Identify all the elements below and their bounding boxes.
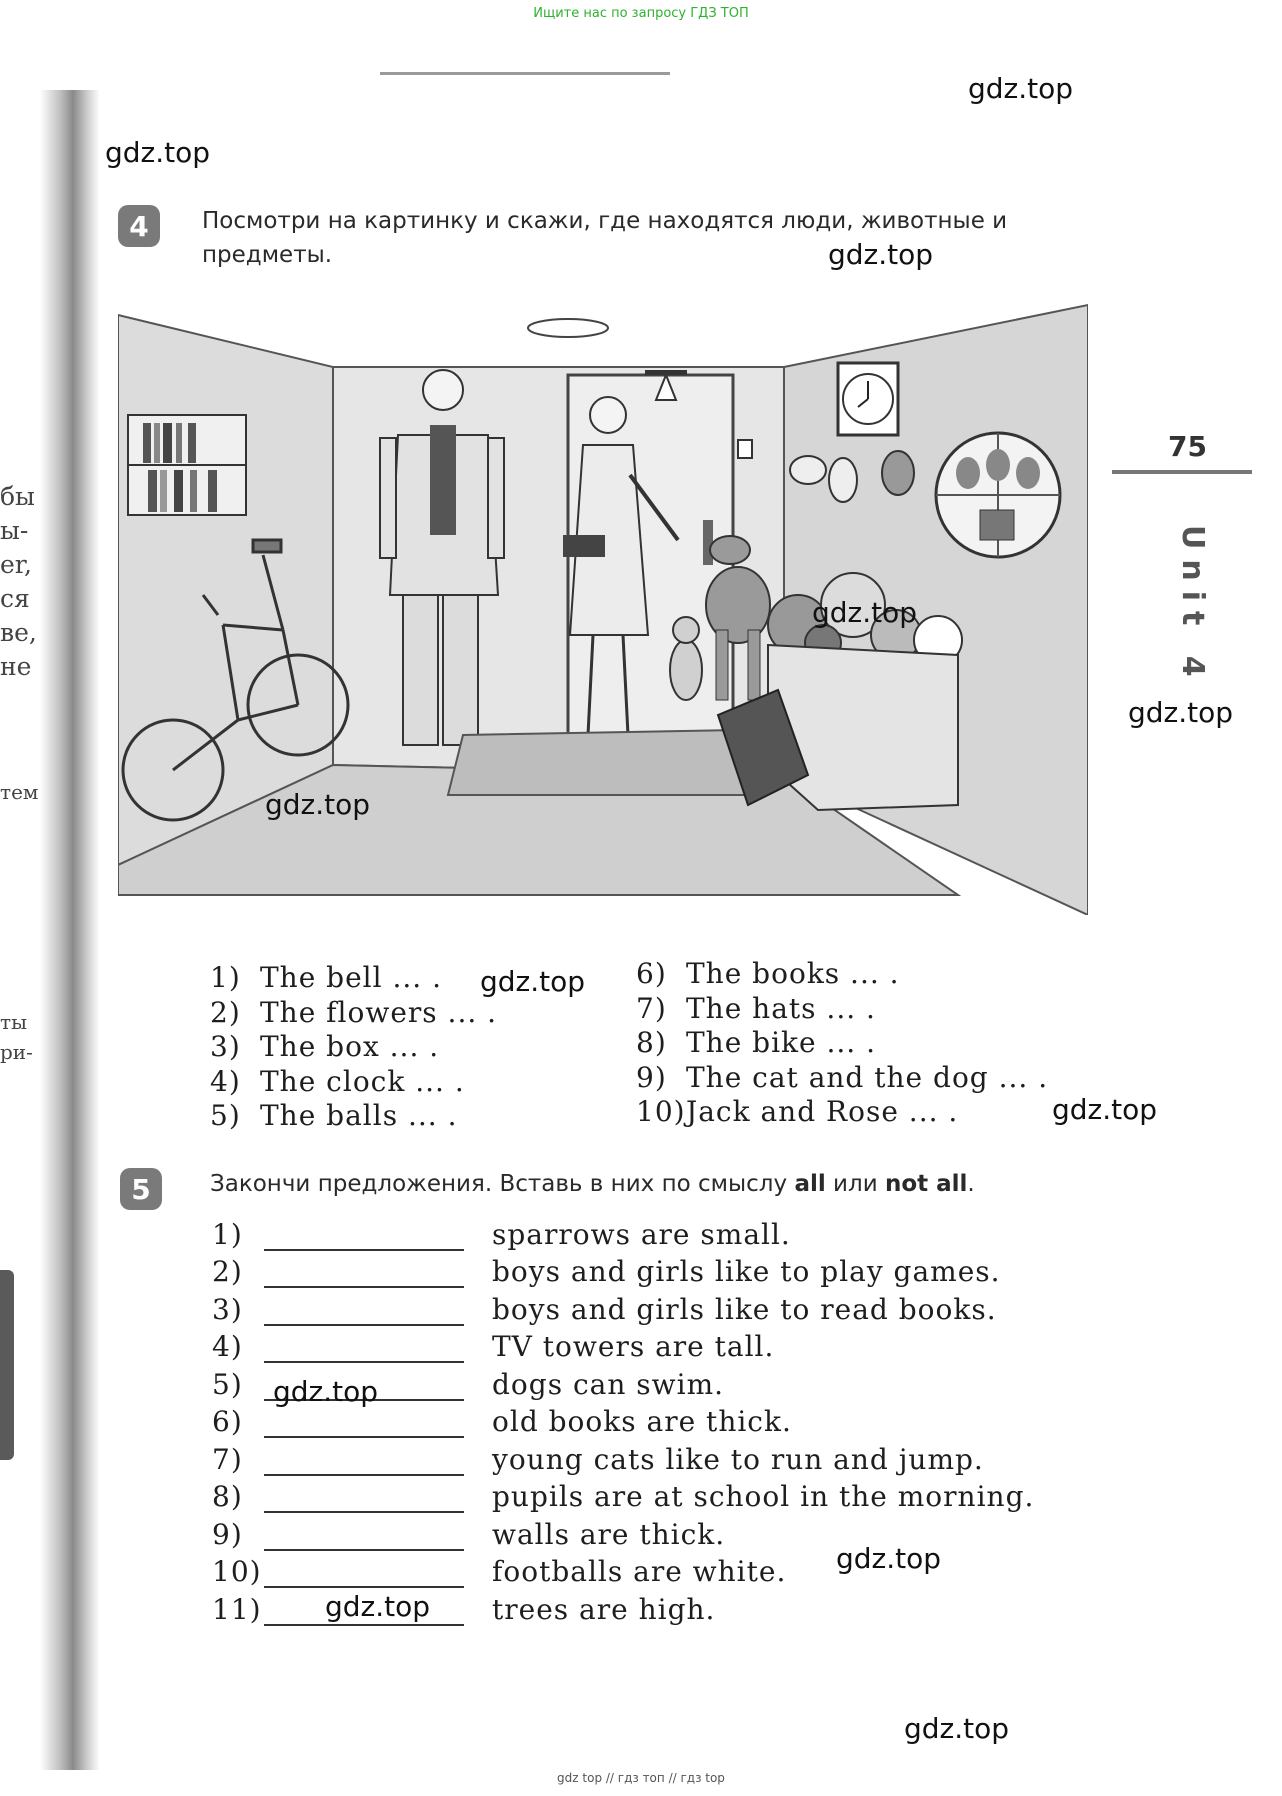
rug [448, 730, 758, 795]
list-item: 9) The cat and the dog ... . [636, 1060, 1049, 1094]
edge-fragment: не [0, 652, 32, 681]
answer-blank[interactable] [264, 1448, 464, 1476]
instruction-text: Закончи предложения. Вставь в них по смыслу [210, 1171, 795, 1197]
bookshelf [128, 415, 246, 515]
exercise-5-badge: 5 [120, 1168, 162, 1210]
watermark: gdz.top [1052, 1093, 1158, 1126]
watermark: gdz.top [273, 1375, 379, 1408]
page-gutter-shadow [40, 90, 100, 1770]
edge-object [0, 1270, 14, 1460]
flowers-in-window [936, 433, 1060, 557]
edge-fragment: ы- [0, 516, 29, 545]
watermark: gdz.top [968, 72, 1074, 105]
list-item: 4) The clock ... . [210, 1064, 465, 1098]
watermark: gdz.top [812, 596, 918, 629]
list-item: 11) trees are high. [212, 1592, 716, 1626]
watermark: gdz.top [1128, 696, 1234, 729]
list-item: 8) The bike ... . [636, 1026, 876, 1059]
edge-fragment: ри- [0, 1040, 33, 1064]
exercise-4-instruction: Посмотри на картинку и скажи, где находятся люди, животные и предметы. [202, 208, 1008, 268]
page-number: 75 [1168, 430, 1207, 463]
page-number-rule [1112, 470, 1252, 474]
edge-fragment: тем [0, 780, 39, 804]
list-item: 1) sparrows are small. [212, 1217, 791, 1251]
list-item: 6) old books are thick. [212, 1405, 792, 1438]
edge-fragment: ве, [0, 618, 37, 647]
list-item: 5) dogs can swim. [212, 1367, 725, 1401]
edge-fragment: ты [0, 1010, 27, 1034]
exercise-4-badge: 4 [118, 205, 160, 247]
edge-fragment: er, [0, 550, 32, 579]
list-item: 7) The hats ... . [636, 991, 876, 1025]
list-item: 1) The bell ... . [210, 961, 442, 994]
list-item: 2) The flowers ... . [210, 995, 498, 1029]
answer-blank[interactable] [264, 1260, 464, 1288]
instruction-text: или [825, 1171, 885, 1197]
top-banner[interactable]: Ищите нас по запросу ГДЗ ТОП [533, 6, 749, 21]
list-item: 4) TV towers are tall. [212, 1330, 775, 1363]
answer-blank[interactable] [264, 1223, 464, 1251]
keyword-not-all: not all [884, 1171, 968, 1197]
cat-icon [670, 617, 702, 700]
watermark: gdz.top [836, 1542, 942, 1575]
exercise-5-instruction [210, 1167, 1110, 1201]
unit-label: Unit 4 [1175, 525, 1210, 687]
keyword-all: all [794, 1171, 826, 1197]
answer-blank[interactable] [264, 1560, 464, 1588]
clock-icon [838, 363, 898, 435]
answer-blank[interactable] [264, 1523, 464, 1551]
exercise-5-list [212, 1213, 1132, 1626]
list-item: 10)Jack and Rose ... . [636, 1095, 959, 1128]
watermark: gdz.top [480, 965, 586, 998]
ceiling-lamp [528, 319, 608, 337]
answer-blank[interactable] [264, 1335, 464, 1363]
list-item: 9) walls are thick. [212, 1517, 726, 1551]
answer-blank[interactable] [264, 1298, 464, 1326]
edge-fragment: бы [0, 482, 35, 511]
instruction-text: . [967, 1171, 975, 1197]
edge-fragment: ся [0, 584, 30, 613]
list-item: 6) The books ... . [636, 957, 900, 990]
watermark: gdz.top [105, 136, 211, 169]
watermark: gdz.top [828, 238, 934, 271]
watermark: gdz.top [265, 788, 371, 821]
list-item: 5) The balls ... . [210, 1099, 458, 1132]
list-item: 3) boys and girls like to read books. [212, 1292, 997, 1326]
list-item: 2) boys and girls like to play games. [212, 1255, 1001, 1288]
bottom-banner[interactable]: gdz top // гдз топ // гдз top [557, 1771, 725, 1785]
list-item: 8) pupils are at school in the morning. [212, 1480, 1035, 1513]
list-item: 7) young cats like to run and jump. [212, 1442, 984, 1476]
hallway-illustration [118, 295, 1088, 915]
answer-blank[interactable] [264, 1410, 464, 1438]
answer-blank[interactable] [264, 1485, 464, 1513]
list-item: 10) footballs are white. [212, 1555, 787, 1588]
top-rule [380, 72, 670, 75]
watermark: gdz.top [904, 1712, 1010, 1745]
list-item: 3) The box ... . [210, 1030, 440, 1063]
watermark: gdz.top [325, 1590, 431, 1623]
